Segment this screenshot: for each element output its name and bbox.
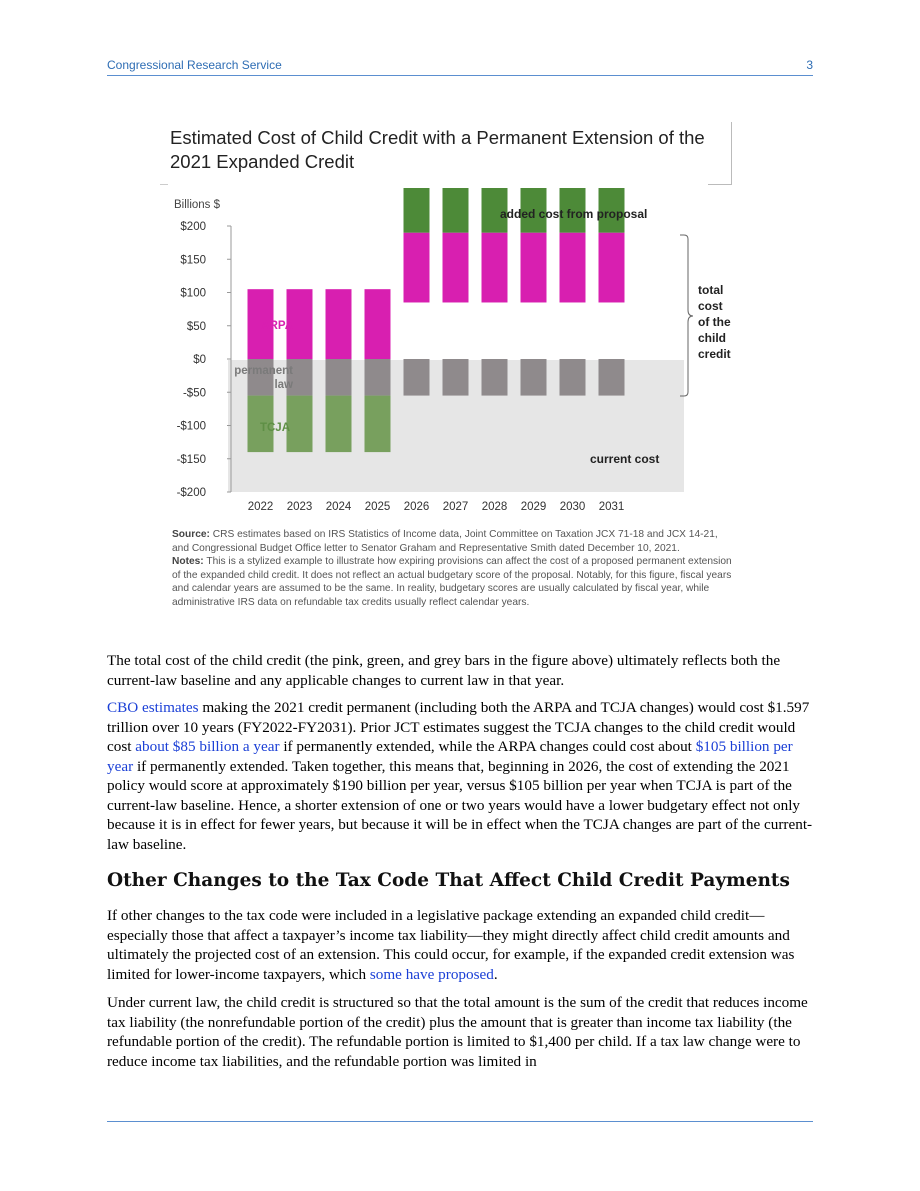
- figure-notes: [172, 528, 732, 609]
- x-tick-label: 2023: [286, 501, 313, 513]
- bar-permanent-law-2025: [365, 359, 391, 396]
- paragraph-3-text-b: .: [493, 965, 498, 983]
- y-tick-label: $50: [186, 320, 206, 333]
- y-tick-label: -$100: [176, 420, 206, 433]
- paragraph-2-text-a: making the 2021 credit permanent (including both the ARPA and TCJA changes) would cost $1.597 trillion over 10 years (FY2022-FY2031). Prior JCT estimates suggest the TCJA changes to the child credit would cost: [107, 699, 810, 755]
- some-have-proposed-link[interactable]: some have proposed: [369, 965, 494, 983]
- y-tick-label: -$50: [182, 387, 206, 400]
- tcja-label: TCJA: [259, 422, 290, 434]
- added-cost-label: added cost from proposal: [500, 207, 648, 221]
- figure: [160, 118, 760, 638]
- bar-permanent-law-2024: [326, 359, 352, 396]
- paragraph-3-text-a: If other changes to the tax code were included in a legislative package extending an expanded child credit—especially those that affect a taxpayer’s income tax liability—they might directly affect child credit amounts and ultimately the projected cost of an extension. This could occur, for example, if the expanded credit extension was limited for lower-income taxpayers, which: [107, 907, 795, 983]
- bar-tcja-2026: [404, 188, 430, 233]
- total-cost-label-4: child: [698, 331, 727, 345]
- paragraph-2: [107, 698, 813, 854]
- bar-chart: [160, 188, 760, 528]
- bar-permanent-law-2028: [482, 359, 508, 396]
- page-header: [107, 58, 813, 74]
- section-heading: Other Changes to the Tax Code That Affect Child Credit Payments: [107, 870, 790, 891]
- paragraph-1: The total cost of the child credit (the pink, green, and grey bars in the figure above) ultimately reflects both the current-law baseline and any applicable changes to current law in that year.: [107, 652, 781, 689]
- y-tick-label: $150: [180, 254, 206, 267]
- figure-frame-line: [708, 184, 732, 185]
- y-tick-label: $100: [180, 287, 206, 300]
- x-tick-label: 2031: [598, 501, 625, 513]
- paragraph-4: Under current law, the child credit is structured so that the total amount is the sum of the credit that reduces income tax liability (the nonrefundable portion of the credit) plus the amount that is greater than income tax liability (the refundable portion of the credit). The refundable portion is limited to $1,400 per child. If a tax law change were to reduce income tax liabilities, and the refundable portion was limited in: [107, 994, 808, 1070]
- bar-arpa-2024: [326, 289, 352, 359]
- x-tick-label: 2026: [403, 501, 430, 513]
- footer-rule: [107, 1121, 813, 1122]
- bar-arpa-2028: [482, 233, 508, 303]
- page-number: 3: [806, 58, 813, 72]
- x-tick-label: 2030: [559, 501, 586, 513]
- figure-title: Estimated Cost of Child Credit with a Permanent Extension of the 2021 Expanded Credit: [170, 127, 705, 172]
- arpa-label: ARPA: [261, 320, 293, 332]
- bar-arpa-2025: [365, 289, 391, 359]
- bar-permanent-law-2031: [599, 359, 625, 396]
- x-tick-label: 2024: [325, 501, 352, 513]
- bar-tcja-2024: [326, 396, 352, 453]
- y-tick-label: $200: [180, 221, 206, 233]
- paragraph-2-text-c: if permanently extended. Taken together, this means that, beginning in 2026, the cost of extending the 2021 policy would score at approximately $190 billion per year, versus $105 billion per year when TCJA is part of the current-law baseline. Hence, a shorter extension of one or two years would have a lower budgetary effect not only because it is in effect for fewer years, but because it will be in effect when the TCJA changes are part of the current-law baseline.: [107, 757, 813, 853]
- total-cost-label-3: of the: [698, 315, 731, 329]
- permanent-law-label-line1: permanent: [234, 365, 293, 377]
- bar-permanent-law-2029: [521, 359, 547, 396]
- x-tick-label: 2029: [520, 501, 547, 513]
- x-tick-label: 2025: [364, 501, 391, 513]
- total-cost-label-2: cost: [698, 299, 723, 313]
- 105-billion-link[interactable]: $105 billion per year: [107, 738, 793, 775]
- bar-arpa-2030: [560, 233, 586, 303]
- bar-arpa-2027: [443, 233, 469, 303]
- total-cost-label-5: credit: [698, 347, 731, 361]
- y-axis-label: Billions $: [174, 199, 221, 211]
- bar-permanent-law-2027: [443, 359, 469, 396]
- bar-arpa-2031: [599, 233, 625, 303]
- bar-permanent-law-2030: [560, 359, 586, 396]
- bar-arpa-2026: [404, 233, 430, 303]
- current-cost-label: current cost: [590, 452, 660, 466]
- 85-billion-link[interactable]: about $85 billion a year: [135, 738, 280, 755]
- bar-arpa-2029: [521, 233, 547, 303]
- header-rule: [107, 75, 813, 76]
- x-tick-label: 2027: [442, 501, 469, 513]
- permanent-law-label-line2: law: [274, 379, 293, 391]
- paragraph-2-text-b: if permanently extended, while the ARPA changes could cost about: [279, 738, 696, 755]
- x-tick-label: 2028: [481, 501, 508, 513]
- y-tick-label: $0: [193, 354, 206, 366]
- bar-permanent-law-2026: [404, 359, 430, 396]
- x-tick-label: 2022: [247, 501, 274, 513]
- bar-tcja-2023: [287, 396, 313, 453]
- y-tick-label: -$200: [176, 487, 206, 499]
- bar-tcja-2025: [365, 396, 391, 453]
- total-cost-label-1: total: [698, 283, 724, 297]
- notes-text: This is a stylized example to illustrate how expiring provisions can affect the cost of a proposed permanent extension of the expanded child credit. It does not reflect an actual budgetary score of the proposal. Notably, for this figure, fiscal years and calendar years are assumed to be the same. In reality, budgetary scores are usually calculated by fiscal year, while administrative IRS data on refundable tax credits usually reflect calendar years.: [172, 556, 732, 608]
- paragraph-3: [107, 906, 813, 984]
- header-org: Congressional Research Service: [107, 58, 282, 72]
- source-label: Source:: [172, 529, 210, 540]
- figure-frame-line: [731, 122, 732, 184]
- bar-tcja-2027: [443, 188, 469, 233]
- y-tick-label: -$150: [176, 453, 206, 466]
- notes-label: Notes:: [172, 556, 204, 567]
- source-text: CRS estimates based on IRS Statistics of Income data, Joint Committee on Taxation JCX 71-18 and JCX 14-21, and Congressional Budget Office letter to Senator Graham and Representative Smith dated December 10, 2021.: [172, 529, 718, 554]
- cbo-estimates-link[interactable]: CBO estimates: [107, 699, 199, 716]
- figure-frame-line: [160, 184, 168, 185]
